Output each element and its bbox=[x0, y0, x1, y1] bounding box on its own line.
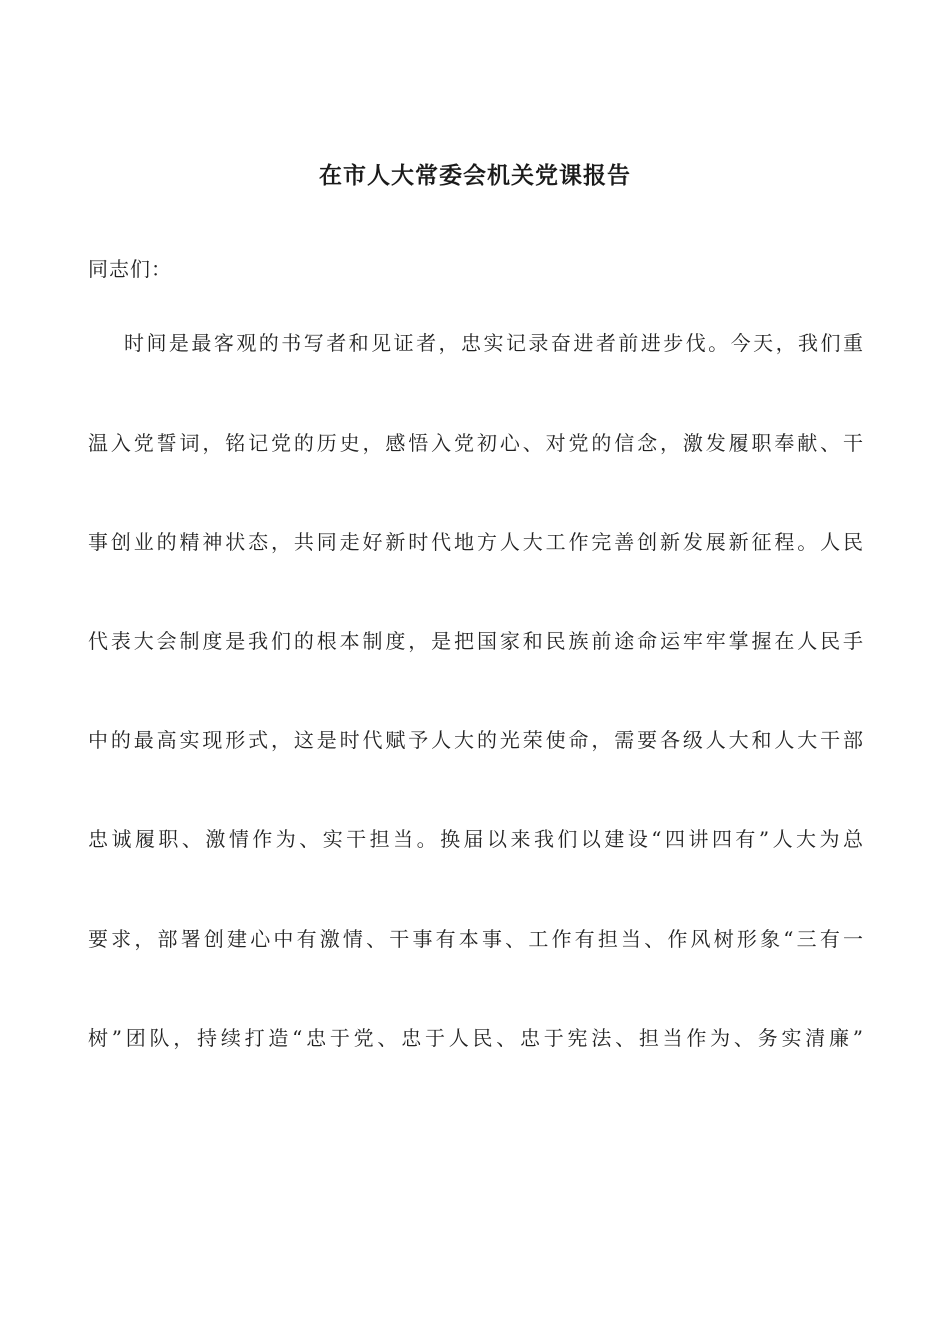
paragraph-line: 温入党誓词，铭记党的历史，感悟入党初心、对党的信念，激发履职奉献、干 bbox=[88, 431, 863, 455]
paragraph-line: 树”团队，持续打造“忠于党、忠于人民、忠于宪法、担当作为、务实清廉” bbox=[88, 1026, 863, 1050]
paragraph-line: 时间是最客观的书写者和见证者，忠实记录奋进者前进步伐。今天，我们重 bbox=[124, 331, 863, 355]
paragraph-line: 事创业的精神状态，共同走好新时代地方人大工作完善创新发展新征程。人民 bbox=[88, 530, 863, 554]
document-title: 在市人大常委会机关党课报告 bbox=[319, 162, 631, 189]
paragraph-line: 代表大会制度是我们的根本制度，是把国家和民族前途命运牢牢掌握在人民手 bbox=[88, 629, 863, 653]
paragraph-line: 忠诚履职、激情作为、实干担当。换届以来我们以建设“四讲四有”人大为总 bbox=[88, 827, 863, 851]
paragraph-line: 要求，部署创建心中有激情、干事有本事、工作有担当、作风树形象“三有一 bbox=[88, 927, 863, 951]
salutation: 同志们： bbox=[88, 257, 172, 281]
paragraph-line: 中的最高实现形式，这是时代赋予人大的光荣使命，需要各级人大和人大干部 bbox=[88, 728, 863, 752]
